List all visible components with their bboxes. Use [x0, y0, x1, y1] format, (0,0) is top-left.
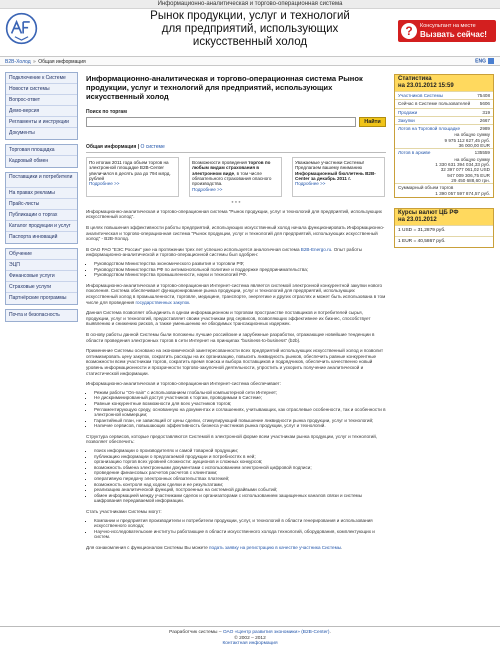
tab-separator: | [136, 144, 141, 151]
sidebar-item-connect[interactable]: Подключение к Системе [6, 73, 77, 84]
sidebar-item-ads[interactable]: На правах рекламы [6, 188, 77, 199]
list-item: ▪ поиск информации о производителях и самой товарной продукции; [94, 448, 386, 454]
sidebar-item-partners[interactable]: Партнёрские программы [9, 295, 67, 301]
news-card [86, 157, 179, 197]
stats-row [395, 91, 493, 99]
news-card-more-link[interactable]: Подробнее >> [295, 181, 326, 187]
consult-caption: Консультант на месте [420, 23, 476, 29]
list-item: ▪ возможность обмена электронными документами с использованием электронной цифровой подписи; [94, 465, 386, 471]
approvals-list [94, 261, 386, 278]
list-item: ▪ Равные конкурентные возможности для всех участников торгов; [94, 401, 386, 407]
contact-link[interactable]: Контактная информация [222, 641, 278, 647]
list-item: ▪ Руководством Министерства РФ по антимонопольной политике и поддержке предпринимательства; [94, 267, 386, 273]
paragraph: Структура сервисов, которые предоставляются Системой в электронной форме всем участникам рынка продукции, услуг и технологий, позволяет обеспечить: [86, 433, 378, 445]
stats-total-label: на общую сумму [454, 132, 490, 138]
stats-label-members[interactable]: Участников Системы [398, 93, 443, 98]
list-item: ▪ Гарантийный план, не зависящий от цены сделки, стимулирующий повышение ликвидности рынка продукции, услуг и технологий; [94, 418, 386, 424]
stats-label-online: Сейчас в Системе пользователей [398, 101, 471, 107]
stats-row [395, 108, 493, 116]
sidebar-item-publications[interactable]: Публикации о торгах [6, 210, 77, 221]
list-item: ▪ организацию торгов всех уровней сложности: аукционов и сложных конкурсов; [94, 459, 386, 465]
stats-row [395, 116, 493, 124]
list-item: ▪ Не дискриминированный доступ участников к торгам, проводимым в Системе; [94, 395, 386, 401]
news-card-text: Возможности проведения [192, 159, 249, 165]
site-title [140, 10, 360, 49]
paragraph [86, 283, 386, 305]
breadcrumb-bar [0, 56, 500, 66]
stats-total-value: 1 390 057 597 874,57 руб. [435, 191, 490, 197]
consult-action: Вызвать сейчас! [420, 30, 487, 39]
stats-row [395, 124, 493, 132]
paragraph: В целях повышения эффективности работы предприятий, использующих искусственный холод начала функционировать Информационно-аналитическая и торгово-операционная система "Рынок продукции, услуг и технологий для предприятий, использующих искусственный холод" - B2B-Холод. [86, 225, 385, 242]
site-title-line2: для предприятий, использующих [161, 23, 339, 35]
sidebar-item-eds[interactable]: ЭЦП [6, 260, 77, 271]
news-card-bold: Информационный бюллетень B2B-Center за декабрь 2011 г. [295, 170, 376, 181]
sidebar-group-info [5, 72, 78, 140]
sidebar-item-insurance[interactable]: Страховые услуги [6, 282, 77, 293]
tab-about-system[interactable]: О системе [140, 144, 165, 151]
stats-label-sales[interactable]: Продажи [398, 109, 418, 115]
stats-date: на 23.01.2012 15:59 [398, 83, 454, 89]
paragraph-text: В ОАО РАО "ЕЭС России" уже на протяжении трех лет успешно используется аналогичная система [86, 246, 301, 252]
paragraph: Применение Системы основано на экономической заинтересованности всех предприятий использующих искусственный холод и позволит оптимизировать цену закупок, сократить расходы на их организацию, повысить ликвидность рынков, обеспечить равные конкурентные возможности всем участникам торгов, сократить время поиска и выбора поставщиков и подрядчиков, обеспечить качественно новый уровень информационности и прозрачности торгово-закупочной деятельности, упростить и ускорить получение аналитической и статистической информации. [86, 348, 384, 376]
stats-row [395, 183, 493, 191]
sidebar-item-documents[interactable]: Документы [9, 130, 35, 136]
gov-procurement-link[interactable]: государственных закупок [135, 299, 190, 305]
news-card-text: , в том числе обязательного страхования опасного производства. [192, 170, 272, 187]
rates-panel [394, 208, 494, 248]
language-switch[interactable] [475, 58, 494, 65]
sidebar-group-login [5, 309, 78, 322]
sidebar-group-services [5, 248, 78, 305]
sidebar-item-innovations[interactable]: Паспорта инноваций [9, 234, 58, 240]
news-card [189, 157, 282, 197]
site-title-line3: искусственный холод [192, 36, 308, 48]
sidebar-item-catalog[interactable]: Каталог продукции и услуг [6, 221, 77, 232]
language-label[interactable]: ENG [475, 58, 486, 65]
footer-text: Разработчик системы – [169, 630, 223, 635]
stats-value: 2667 [479, 117, 490, 123]
paragraph-text: . [189, 299, 191, 305]
stats-row [395, 99, 493, 107]
stats-value: 135559 [474, 150, 490, 156]
paragraph [86, 545, 386, 551]
stats-title: Статистика [398, 76, 432, 82]
sidebar-item-training[interactable]: Обучение [6, 249, 77, 260]
sidebar-nav [5, 72, 78, 326]
b2b-energo-link[interactable]: B2B-Energo.ru [300, 246, 332, 252]
rate-usd: 1 USD = 31,2879 руб. [395, 225, 493, 236]
stats-total-value: 9 975 112 627,45 руб. [444, 137, 490, 143]
stats-row [395, 148, 493, 156]
paragraph-text: Для ознакомления с функционалом Системы Вы можете [86, 544, 210, 550]
list-item: ▪ Режим работы "On-nain" с использованием глобальной компьютерной сети Интернет; [94, 390, 386, 396]
breadcrumb [5, 59, 86, 65]
paragraph-text: . Опыт работы информационно-аналитической и торгово-операционной системы был одобрен: [86, 246, 363, 258]
news-card [292, 157, 385, 197]
stats-total-value: 32 397 077 061,02 USD [440, 167, 490, 173]
top-tagline: Информационно-аналитическая и торгово-операционная система [0, 0, 500, 9]
register-link[interactable]: подать заявку на регистрацию в качестве участника Системы [209, 544, 342, 550]
search-input[interactable] [86, 117, 356, 127]
stats-label-archive[interactable]: Лотов в архиве [398, 150, 431, 156]
news-card-text: Уважаемые участники Системы! Предлагаем вашему вниманию [295, 159, 365, 171]
call-consultant-button[interactable] [398, 20, 496, 42]
breadcrumb-current: Общая информация [38, 59, 86, 65]
list-item: ▪ Руководством Министерства промышленности, науки и технологий РФ. [94, 272, 386, 278]
sidebar-group-catalog [5, 172, 78, 244]
stats-total-value: 947 009 306,75 EUR [447, 172, 490, 178]
rate-eur: 1 EUR = 40,5867 руб. [395, 236, 493, 247]
list-item: ▪ обмен информацией между участниками сделок и организаторами с использованием защищенных каналов связи и системы шифрования передаваемой информации. [94, 493, 386, 504]
carousel-dots[interactable]: ● ● ● [231, 198, 241, 204]
paragraph: Информационно-аналитическая и торгово-операционная система "Рынок продукции, услуг и технологий для предприятий, использующих искусственный холод". [86, 208, 382, 220]
stats-label-volume: Суммарный объем торгов [398, 185, 454, 191]
paragraph: В основу работы данной Системы были положены лучшие российские и зарубежные разработки, отражающие новейшие тенденции в области проведения электронных торгов в сети Интернет на принципах "business-to-business" (b2b). [86, 331, 375, 343]
stats-value: 75408 [477, 93, 490, 98]
news-card-text: По итогам 2011 года объем торгов на электронной площадке B2B-Center увеличился в десять раз до 794 млрд. рублей [89, 159, 171, 181]
logo-icon[interactable] [5, 12, 38, 45]
search-label: Поиск по торгам [86, 109, 127, 115]
list-item: ▪ оперативную передачу электронных обязательствах платежей; [94, 476, 386, 482]
services-list [94, 448, 386, 504]
breadcrumb-separator: » [33, 59, 36, 65]
rates-title: Курсы валют ЦБ РФ [398, 209, 459, 216]
stats-header [395, 75, 493, 91]
paragraph [86, 247, 386, 258]
tab-general-info[interactable]: Общая информация [86, 144, 137, 151]
sidebar-item-login[interactable]: Почта и безопасность [9, 312, 60, 318]
rates-date: на 23.01.2012 [398, 216, 437, 223]
list-item: ▪ Регламентирующую среду, основанную на документах и соглашениях, учитывающих, как отраслевые особенности, так и особенности в электронной коммерции; [94, 407, 386, 418]
sidebar-item-marketplace[interactable]: Торговая площадка [6, 145, 77, 156]
stats-total-value: 29 450 688,60 грн. [451, 177, 490, 183]
question-icon: ? [401, 23, 417, 39]
tab-divider [86, 152, 386, 153]
list-item: ▪ проведение финансовых расчетов расчетов с клиентами; [94, 470, 386, 476]
features-list [94, 390, 386, 429]
stats-value: 319 [482, 109, 490, 115]
footer-text: . [329, 630, 331, 635]
page-title: Информационно-аналитическая и торгово-операционная система Рынок продукции, услуг и технологий для предприятий, использующих искусственный холод [86, 74, 363, 101]
search-form [86, 117, 386, 128]
sidebar-group-trade [5, 144, 78, 168]
paragraph: Данная Система позволяет объединить в одном информационном и торговом пространстве поставщиков и потребителей сырья, продукции, услуг и технологий, предоставляет своим участникам ряд сервисов, позволяющих эффективнее их бизнес, способствует выявлению и снижению рисков, а также уменьшению не обходимых трансакционных издержек. [86, 310, 371, 327]
stats-value: 2989 [479, 126, 490, 132]
paragraph-text: Информационно-аналитическая и торгово-операционная Интернет-система является системой электронной конкурентной закупки нового поколения. Система обеспечивает функционирование рынка продукции, услуг и технологий для предприятий, использующих искусственный холод в промышленности, торговле, медицине, транспорте, энергетике и других отраслях и может быть использована в том числе для проведения [86, 282, 386, 305]
news-card-more-link[interactable]: Подробнее >> [192, 186, 223, 192]
stats-total-value: 1 330 631 394 034,33 руб. [435, 161, 490, 167]
breadcrumb-home-link[interactable]: B2B-Холод [5, 59, 31, 65]
right-column [394, 74, 494, 248]
footer-copyright: © 2002 – 2012 [234, 635, 266, 641]
news-cards [86, 157, 386, 197]
members-list [94, 518, 386, 540]
stats-panel [394, 74, 494, 198]
list-item: ▪ реализацию аналитической функций, построенных на системной драйвыми событий; [94, 487, 386, 493]
stats-total-value: 36 000,00 EUR [458, 143, 490, 149]
sidebar-item-hr[interactable]: Кадровый обмен [9, 158, 49, 164]
developer-link[interactable]: ОАО «Центр развития экономики» (B2B-Center) [222, 630, 330, 635]
site-title-line1: Рынок продукции, услуг и технологий [150, 10, 350, 22]
list-item: ▪ Руководством Министерства экономического развития и торговли РФ; [94, 261, 386, 267]
list-item: ▪ возможность контроля над ходом сделки и ее результатами; [94, 482, 386, 488]
main-content [86, 74, 386, 551]
info-tabs [86, 144, 386, 150]
news-card-more-link[interactable]: Подробнее >> [89, 181, 120, 187]
list-item: ▪ Компании и предприятия производители и потребители продукции, услуг, и технологий в области генерирования и использования искусственного холода; [94, 518, 386, 529]
list-item: ▪ Наличие сервисов, повышающих эффективность бизнеса участников рынка продукции, услуг и технологий. [94, 423, 386, 429]
stats-total-label: на общую сумму [454, 156, 490, 162]
sidebar-item-faq[interactable]: Вопрос-ответ [6, 95, 77, 106]
news-card-bold: торгов по любым видам страхования в электронном виде [192, 159, 271, 176]
stats-label-lots[interactable]: Лотов на Торговой площадке [398, 126, 461, 132]
sidebar-item-finance[interactable]: Финансовые услуги [6, 271, 77, 282]
sidebar-item-pricelists[interactable]: Прайс-листы [6, 199, 77, 210]
search-button[interactable]: Найти [359, 117, 386, 127]
sidebar-item-news[interactable]: Новости системы [6, 84, 77, 95]
paragraph: Информационно-аналитическая и торгово-операционная Интернет-система обеспечивает: [86, 381, 281, 387]
rates-header [395, 209, 493, 225]
sidebar-item-demo[interactable]: Демо-версия [6, 106, 77, 117]
paragraph-text: . [341, 544, 343, 550]
flag-icon[interactable] [488, 58, 494, 64]
stats-label-purchases[interactable]: Закупки [398, 117, 415, 123]
sidebar-item-rules[interactable]: Регламенты и инструкции [6, 117, 77, 128]
sidebar-item-suppliers[interactable]: Поставщики и потребители [6, 173, 77, 188]
footer [0, 626, 500, 647]
list-item: ▪ Научно-исследовательские институты работающие в области искусственного холода технологий, оборудования, комплектующих и систем. [94, 529, 386, 540]
paragraph: Стать участниками Системы могут: [86, 509, 162, 515]
list-item: ▪ публикацию информации о предлагаемой продукции и потребностях в ней; [94, 454, 386, 460]
stats-value: 5606 [479, 101, 490, 107]
